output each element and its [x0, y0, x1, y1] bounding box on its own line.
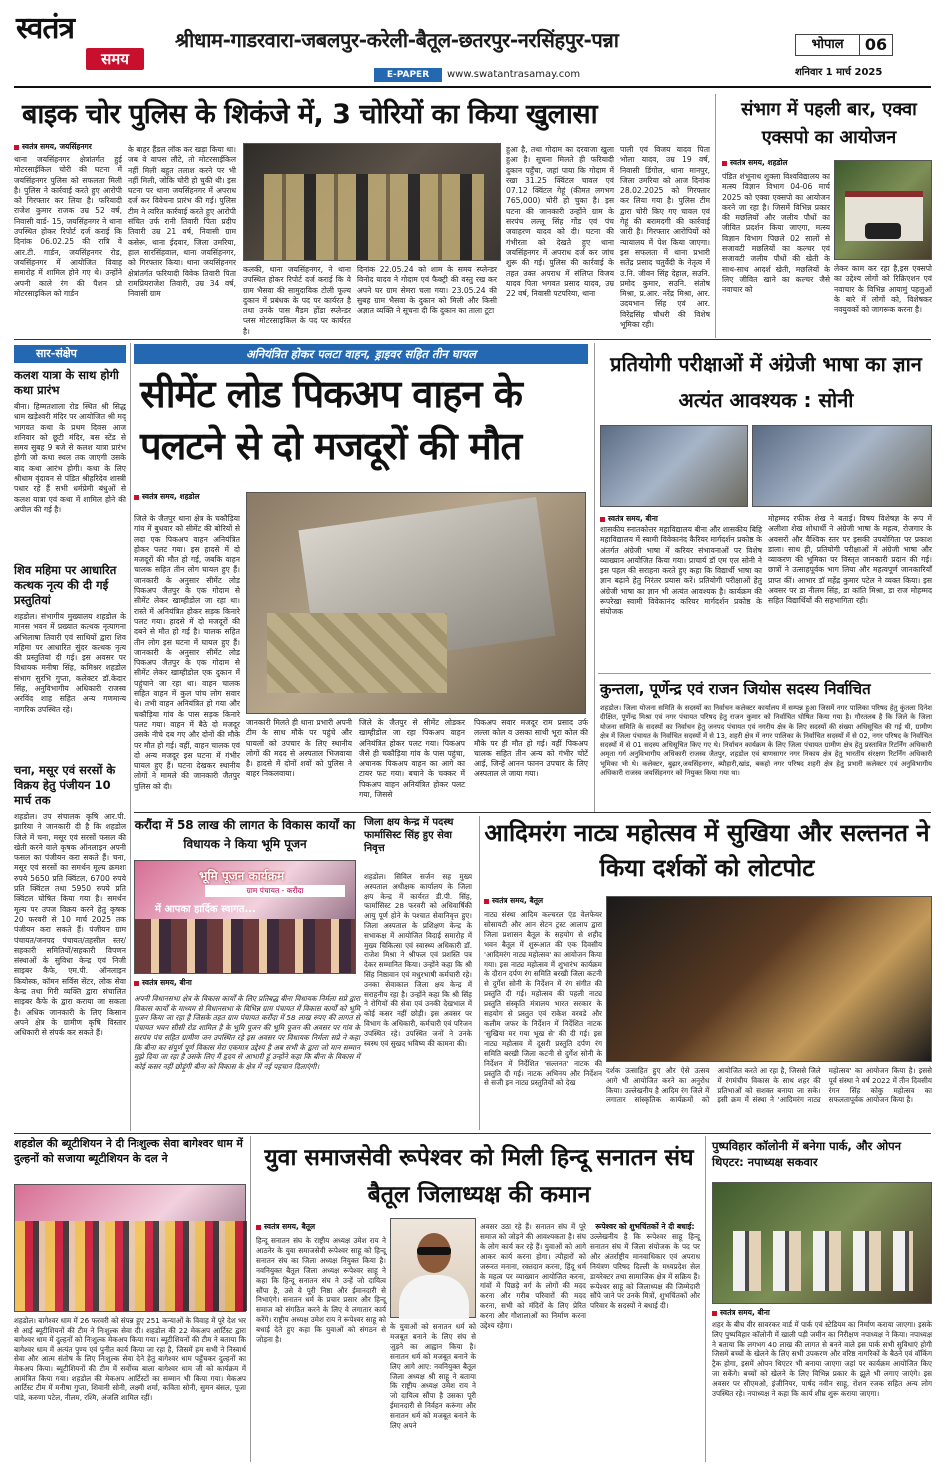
cement-byline [134, 492, 244, 504]
col-rule [715, 94, 716, 338]
lead-col-2: के बाहर हैंडल लॉक कर खड़ा किया था। जब वे वापस लौटे, तो मोटरसाईकिल नहीं मिली बहुत तलाश करने पर भी नहीं मिली, जोकि चोरी हो चुकी थी। इस घटना पर थाना जयसिंहनगर में अपराध दर्ज कर विवेचना प्रारंभ की गई। पुलिस टीम ने त्वरित कार्रवाई करते हुए आरोपी संचित उर्फ रानी तिवारी पिता प्रदीप तिवारी उम्र 21 वर्ष, निवासी ग्राम कसेरू, थाना ईदवार, जिला उमरिया, हाल सारसिंहवाल, थाना जयसिंहनगर, को गिरफ्तार किया। थाना जयसिंहनगर क्षेत्रांतर्गत फरियादी विवेक तिवारी पिता रामप्रियराजेश तिवारी, उम्र 34 वर्ष, निवासी ग्राम [128, 145, 236, 299]
jio-text: शहडोल। जिला योजना समिति के सदस्यों का निर्वाचन कलेक्टर कार्यालय में सम्पन्न हुआ जिसमें नगर पालिका परिषद हेतु कुंतला दिनेश दीक्षित, पूर्णेन्द्र मिश्रा एवं नगर पंचायत परिषद हेतु राजन कुमार को निर्वाचित घोषित किया गया है। गौरतलब है कि जिले के जिला योजना समिति के सदस्यों का निर्वाचन हेतु जनपद पंचायत एवं नगरीय क्षेत्र के लिए सदस्यों की संख्या अधिसूचित की गई थी, ग्रामीण क्षेत्र में जिला पंचायत के निर्वाचित सदस्यों में से 13, शहरी क्षेत्र में नगर पालिका के निर्वाचित सदस्यों में से 02, नगर परिषद के निर्वाचित सदस्यों में से 01 सदस्य अधिसूचित किए गए थे। निर्वाचन कार्यक्रम के लिए जिला पंचायत ग्रामीण क्षेत्र हेतु प्रस्तावित रिटर्निंग अधिकारी अमृता गर्ग अनुविभागीय अधिकारी राजस्व जैतपुर, शहडोल एवं बाणसागर नगर निकाय क्षेत्र हेतु भारतीय संरक्षण रिटर्निंग अधिकारी भूमिका भी थे। कलेक्टर, बुढ़ार,जयसिंहनगर, ब्यौहारी,खांड, बकहो नगर परिषद शहरी क्षेत्र हेतु प्रभारी कलेक्टर एवं अनुविभागीय अधिकारी राजस्व जयसिंहनगर को नियुक्त किया गया था। [600, 704, 932, 778]
expo-left: पंडित शंभूनाथ शुक्ला विश्वविद्यालय का मत्स्य विज्ञान विभाग 04-06 मार्च 2025 को एक्वा एक्सपो का आयोजन करने जा रहा है। जिसमें विभिन्न प्रकार की मछलियों और जलीय पौधों का जीवित प्रदर्शन किया जाएगा, मत्स्य विज्ञान विभाग पिछले 02 सालों से सजावटी मछलियों का कल्चर एवं सजावटी जलीय पौधों की खेती के साथ-साथ आदर्श खेती, मछलियों के लिए जीवित खाने का कल्चर जैसे नवाचार को [722, 172, 830, 295]
page-info [795, 28, 925, 84]
byline-text: स्वतंत्र समय, शहडोल [142, 492, 200, 501]
cement-photo-accident [246, 492, 586, 714]
brief-item [14, 763, 126, 1123]
sanatan-col-2: के युवाओं को सनातन धर्म को मजबूत बनाने के लिए संघ से जुड़ने का आह्वान किया है। सनातन धर्म को मजबूत बनाने के लिए आगे आए: नवनियुक्त बैतूल जिला अध्यक्ष श्री साहू ने बताया कि राष्ट्रीय अध्यक्ष उमेश राय ने जो दायित्व सौंपा है उसका पूरी ईमानदारी से निर्वहन करूंगा और सनातन धर्म को मजबूत बनाने के लिए अपने [390, 1322, 476, 1431]
epaper-tag: E-PAPER [374, 68, 442, 82]
byline-square-icon [484, 899, 489, 904]
beauty-photo-group [14, 1184, 246, 1312]
section-rule [134, 812, 931, 813]
issue-date: शनिवार 1 मार्च 2025 [795, 67, 883, 78]
banner-sub: ग्राम पंचायत - करौंदा [205, 885, 345, 897]
lead-col-6: पाली एवं विजय यादव पिता भोला यादव, उम्र 19 वर्ष, निवासी डिंगोल, थाना मानपुर, जिला उमरिया को आज दिनांक 28.02.2025 को गिरफ्तार कर लिया गया है। पुलिस टीम द्वारा चोरी किए गए चावल एवं गेहूं की बरामदगी की कार्रवाई जारी है। गिरफ्तार आरोपियों को न्यायालय में पेश किया जाएगा। इस सफलता में थाना प्रभारी सतेंद्र प्रसाद चतुर्वेदी के नेतृत्व में उ.नि. जीवन सिंह देहाल, सउनि. प्रमोद कुमार, सउनि. संतोष मिश्रा, प्र.आर. नरेंद्र मिश्रा, आर. उदयभान सिंह एवं आर. विरेंद्रसिंह चौधरी की विशेष भूमिका रही। [620, 145, 710, 330]
cement-headline: सीमेंट लोड पिकअप वाहन के पलटने से दो मजदूरों की मौत [140, 372, 522, 468]
park-text: शहर के बीच वीर सावरकर वार्ड में पार्क एवं स्टेडियम का निर्माण कराया जाएगा। इसके लिए पुष्पविहार कॉलोनी में खाली पड़ी जमीन का निरीक्षण नपाध्यक्ष ने किया। नपाध्यक्ष ने बताया कि लगभग 40 लाख की लागत से बनने वाले इस पार्क सभी सुविधाएं होगी जिसमें बच्चों के खेलने के लिए सभी उपकरण और वरिष्ठ नागरिकों के बैठने एवं वॉकिंग ट्रैक होगा, इसमें ओपन थिएटर भी बनाया जाएगा जहां पर कार्यक्रम आयोजित किए जा सकेंगे। बच्चों को खेलने के लिए विभिन्न प्रकार के झूले भी लगाए जाएंगे। इस अवसर पर सीएमओ, इंजीनियर, पार्षद नवीन साहू, रोशन रजक सहित अन्य लोग उपस्थित रहे। नपाध्यक्ष ने कहा कि कार्य शीघ्र शुरू कराया जाएगा। [712, 1320, 932, 1398]
park-byline [712, 1308, 792, 1320]
exam-photo-students [752, 425, 932, 507]
brief-item [14, 563, 126, 763]
brief-header [14, 345, 126, 363]
karonda-text: अपनी विधानसभा क्षेत्र के विकास कार्यों के लिए प्रतिबद्ध बीना विधायक निर्मला सप्रे द्वारा विकास कार्यों के माध्यम से विधानसभा के विभिन्न ग्राम पंचायत में विकास कार्यों को भूमि पूजन किया जा रहा है जिसके तहत ग्राम पंचायत करौंदा में 58 लाख रुपए की लागत से पंचायत भवन सीसी रोड शामिल है के भूमि पूजन की भूमि पूजन की अवसर पर गांव के सरपंच पंच सहित ग्रामीण जन उपस्थित रहे इस अवसर पर विधायक निर्मला सप्रे ने कहा कि बीना का संपूर्ण पूर्ण विकास मेरा एकमात्र उद्देश्य है अब सभी के द्वारा जो मान सम्मान मुझे दिया जा रहा है उसके लिए मैं हृदय से आभारी हूं उन्होंने कहा कि बीना के विकास में कोई कसर नहीं छोड़ूंगी बीना को विकास के क्षेत्र में नई पहचान दिलाएंगी। [134, 994, 360, 1071]
brief-item [14, 368, 126, 563]
karonda-byline [134, 978, 234, 990]
website-link[interactable]: www.swatantrasamay.com [447, 69, 581, 80]
exam-left: शासकीय स्नातकोत्तर महाविद्यालय बीना और शासकीय बिहि महाविद्यालय में स्वामी विवेकानंद कैरियर मार्गदर्शन प्रकोष्ठ के अंतर्गत अंग्रेजी भाषा में करियर संभावनाओं पर विशेष व्याख्यान आयोजित किया गया। प्राचार्य डॉ एम एल सोनी ने इस पहल की सराहना करते हुए कहा कि विद्यार्थी भाषा का ज्ञान बढ़ाने हेतु निरंतर प्रयास करें। प्रतियोगी परीक्षाओं हेतु अंग्रेजी भाषा का ज्ञान भी अत्यंत आवश्यक है। कार्यक्रम की रूपरेखा स्वामी विवेकानंद करियर मार्गदर्शन प्रकोष्ठ के संयोजक [600, 525, 762, 617]
byline-square-icon [712, 1311, 717, 1316]
sanatan-col-3: अवसर उठा रहे हैं। सनातन संघ में पूरे समाज को जोड़ने की आवश्यकता है। संघ के लोग कार्य कर रहे हैं। युवाओं को आगे आकर कार्य करना होगा। त्यौहारों को जरूरत मनाना, रक्तदान करना, हिंदू धर्म के महत्व पर व्याख्यान आयोजित करना, गांवों में पिछड़े वर्ग के लोगों की मदद करना और गरीब परिवारों की मदद करना, सभी को मंदिरों के लिए प्रेरित करना और गौशालाओं का निर्माण करना उद्देश्य रहेगा। [480, 1222, 586, 1331]
car-shape [865, 223, 901, 239]
logo [16, 10, 150, 80]
expo-right: लेकर काम कर रहा है,इस एक्सपो का उद्देश्य लोगों को रिक्रिएशन एवं नवाचार के विभिन्न आयामुं पहलुओं के बारे में लोगों को, विशेषकर नवयुवकों को जागरूक करना है। [834, 264, 932, 315]
logo-top: स्वतंत्र [16, 11, 75, 46]
byline-square-icon [134, 495, 139, 500]
brief-item-title: शिव महिमा पर आधारित कत्थक नृत्य की दी गई प्रस्तुतियां [14, 563, 117, 607]
cement-col-4: पिकअप सवार मजदूर राम प्रसाद उर्फ लल्ला कोल व उसका साथी भूरा कोल की मौके पर ही मौत हो गई। वहीं पिकअप चालक सहित तीन अन्य को गंभीर चोटें आई, जिन्हें आनन फानन उपचार के लिए अस्पताल ले जाया गया। [474, 718, 588, 779]
park-headline: पुष्पविहार कॉलोनी में बनेगा पार्क, और ओपन थिएटर: नपाध्यक्ष सकवार [712, 1139, 902, 1169]
sanatan-col-4 [590, 1222, 700, 1458]
cement-col-3: जिले के जैतपुर से सीमेंट लोडकर खाम्हीडोल जा रहा पिकअप वाहन अनियंत्रित होकर पलट गया। पिकअप जैसे ही चकौड़िया गांव के पास पहुंचा, अचानक पिकअप वाहन का आगे का टायर फट गया। बचाने के चक्कर में पिकअप वाहन अनियंत्रित होकर पलट गया, जिससे [359, 718, 465, 800]
lead-col-1: थाना जयसिंहनगर क्षेत्रांतर्गत हुई मोटरसाईकिल चोरी की घटना में जयसिंहनगर पुलिस को सफलता मिली है। पुलिस ने कार्रवाई करते हुए आरोपी को गिरफ्तार कर लिया है। फरियादी राजेश कुमार राजक उम्र 52 वर्ष, निवासी वार्ड- 15, जयसिंहनगर ने थाना उपस्थित होकर रिपोर्ट दर्ज कराई कि दिनांक 06.02.25 की रात्रि वे आर.टी. गार्डन, जयसिंहनगर रोड, जयसिंहनगर में आयोजित विवाह समारोह में शामिल होने गए थे। उन्होंने अपनी काले रंग की पैशन प्रो मोटरसाइकिल को गार्डन [14, 155, 122, 298]
col-rule [250, 1136, 251, 1462]
banner-title: भूमि पूजन कार्यक्रम [199, 869, 285, 883]
byline-square-icon [134, 981, 139, 986]
beauty-text: शहडोल। बागेश्वर धाम में 26 फरवरी को संपन्न हुए 251 कन्याओं के विवाह में पूरे देश भर से आई ब्यूटीशियनों की टीम ने निःशुल्क सेवा दी। शहडोल की 22 मेकअप आर्टिस्ट द्वारा बागेश्वर धाम में दुल्हनों को निःशुल्क मेकअप किया गया। ब्यूटीशियनों की टीम ने बताया कि बागेश्वर धाम में अत्यंत पुण्य एवं पुनीत कार्य किया जा रहा है, जिसमें हम सभी ने निस्वार्थ सेवा और आत्म संतोष के लिए निःशुल्क सेवा देने हेतु बागेश्वर धाम पहुँचकर दुल्हनों का मेकअप किया। ब्यूटीशियनों की टीम में सर्वोच्च बाला बागेश्वर धाम जी को कार्यक्रम में आमंत्रित किया गया। शहडोल की मेकअप आर्टिस्टों का सम्मान भी किया गया। मेकअप आर्टिस्ट टीम में मनीषा गुप्ता, शिवानी सोनी, लक्ष्मी शर्मा, कविता सोनी, सुमन बंसल, पूजा पांडे, करुणा पटेल, नीलम, रश्मि, अंजलि शामिल रहीं। [14, 1316, 246, 1402]
route-banner: श्रीधाम-गाडरवारा-जबलपुर-करेली-बैतूल-छतरपुर-नरसिंहपुर-पन्ना [175, 28, 619, 52]
byline-text: स्वतंत्र समय, शहडोल [730, 158, 788, 167]
byline-square-icon [722, 161, 727, 166]
adim-photo-stage [606, 896, 932, 1062]
banner-welcome: में आपका हार्दिक स्वागत... [155, 904, 256, 915]
adim-headline: आदिमरंग नाट्य महोत्सव में सुखिया और सल्तनत ने किया दर्शकों को लोटपोट [484, 819, 930, 882]
sanatan-photo-portrait [390, 1218, 476, 1318]
exam-right: मोहम्मद रफीक शेख ने बताई। विषय विशेषज्ञ के रूप में अलीशा शेख शोधार्थी ने अंग्रेजी भाषा के महत्व, रोजगार के अवसरों और वैश्विक स्तर पर इसकी उपयोगिता पर प्रकाश डाला। साथ ही, प्रतियोगी परीक्षाओं में अंग्रेजी भाषा और व्याकरण की भूमिका पर विस्तृत जानकारी प्रदान की गई। छात्रों ने उत्साहपूर्वक भाग लिया और महत्वपूर्ण जानकारियाँ प्राप्त कीं। आभार डॉ महेंद्र कुमार पटेल ने व्यक्त किया। इस अवसर पर डा नीलम सिंह, डा कांति मिश्रा, डा राज मोहम्मद सहित विद्यार्थियों की सहभागिता रही। [768, 514, 932, 606]
lead-col-5: हुआ है, तथा गोदाम का दरवाजा खुला हुआ है। सूचना मिलते ही फरियादी दुकान पहुँचा, जहां पाया कि गोदाम में रखा 31.25 क्विंटल चावल एवं 07.12 क्विंटल गेहूं (कीमत लगभग 765,000) चोरी हो चुका है। इस घटना की जानकारी उन्होंने ग्राम के सरपंच लल्लू सिंह गोंड एवं पंच जवाहरण यादव को दी। घटना की गंभीरता को देखते हुए थाना जयसिंहनगर में अपराध दर्ज कर जांच शुरू की गई। पुलिस की कार्रवाई के तहत उक्त अपराध में संलिप्त विजय यादव पिता भगवत प्रसाद यादव, उम्र 22 वर्ष, निवासी पटपरिया, थाना [506, 145, 614, 299]
col-rule [705, 1136, 706, 1462]
park-photo-site [712, 1182, 932, 1304]
col-rule [130, 343, 131, 1131]
expo-byline [722, 158, 832, 170]
retire-text: शहडोल। सिविल सर्जन सह मुख्य अस्पताल अधीक्षक कार्यालय के जिला क्षय केन्द्र में कार्यरत डी.पी. सिंह, फार्मासिस्ट 28 फरवरी को अधिवार्षिकी आयु पूर्ण होने के पश्चात सेवानिवृत्त हुए। जिला अस्पताल के प्रशिक्षण केन्द्र के सभाकक्ष में आयोजित विदाई समारोह में मुख्य चिकित्सा एवं स्वास्थ्य अधिकारी डॉ. राजेश मिश्रा ने श्रीफल एवं प्रशस्ति पत्र देकर सम्मानित किया। उन्होंने कहा कि श्री सिंह निष्ठावान एवं मधुरभाषी कर्मचारी रहे। उनका सेवाकाल जिला क्षय केन्द्र में सराहनीय रहा है। उन्होंने कहा कि श्री सिंह ने रोगियों की सेवा एवं उनकी देखभाल में कोई कसर नहीं छोड़ी। इस अवसर पर विभाग के अधिकारी, कर्मचारी एवं परिजन उपस्थित रहे। उपस्थित जनों ने उनके स्वस्थ एवं सुखद भविष्य की कामना की। [364, 872, 472, 1048]
beauty-headline: शहडोल की ब्यूटीशियन ने दी निःशुल्क सेवा बागेश्वर धाम में दुल्हनों को सजाया ब्यूटीशियन के दल ने [14, 1137, 243, 1165]
park-people [733, 1231, 913, 1291]
city-label: भोपाल [795, 34, 859, 56]
beautician-figures [15, 1221, 247, 1311]
brief-item-title: चना, मसूर एवं सरसों के विक्रय हेतु पंजीयन 10 मार्च तक [14, 763, 116, 807]
byline-square-icon [256, 1225, 261, 1230]
brief-item-text: शहडोल। उप संचालक कृषि आर.पी. झारिया ने जानकारी दी है कि शहडोल जिले में चना, मसूर एवं सरसों फसल की खेती करने वाले कृषक ऑनलाइन अपनी फसल का पंजीयन करा सकते हैं। चना, मसूर एवं सरसों का समर्थन मूल्य क्रमशः रुपये 5650 प्रति क्विंटल, 6700 रुपये प्रति क्विंटल तथा 5950 रुपये प्रति क्विंटल घोषित किया गया है। समर्थन मूल्य पर उपज विक्रय करने हेतु कृषक 20 फरवरी से 10 मार्च 2025 तक पंजीयन करा सकते हैं। पंजीयन ग्राम पंचायत/जनपद पंचायत/तहसील स्तर/सहकारी समितियों/सहकारी विपणन संस्थाओं के सुविधा केन्द्र एवं निजी साइबर कैफे, एम.पी. ऑनलाइन कियोस्क, कॉमन सर्विस सेंटर, लोक सेवा केन्द्र तथा गिरी व्यक्ति द्वारा संचालित साइबर कैफे के द्वारा कराया जा सकता है। अधिक जानकारी के लिए किसान अपने क्षेत्र के ग्रामीण कृषि विस्तार अधिकारी से संपर्क कर सकते हैं। [14, 812, 126, 1038]
brief-list [14, 368, 126, 1128]
cement-col-1: जिले के जैतपुर थाना क्षेत्र के चकौड़िया गांव में बुधवार को सीमेंट की बोरियों से लदा एक पिकअप वाहन अनियंत्रित होकर पलट गया। इस हादसे में दो मजदूरों की मौत हो गई, जबकि वाहन चालक सहित तीन लोग घायल हुए हैं। जानकारी के अनुसार सीमेंट लोड पिकअप जैतपुर के एक गोदाम से सीमेंट लेकर खाम्हीडोल जा रहा था। रास्ते में अनियंत्रित होकर सड़क किनारे पलट गया। हादसे में दो मजदूरों की दबने से मौत हो गई है। चालक सहित तीन लोग इस घटना में घायल हुए हैं। जानकारी के अनुसार सीमेंट लोड पिकअप जैतपुर के एक गोदाम से सीमेंट लेकर खाम्हीडोल एक दुकान में पहुंचाने जा रहा था। वाहन चालक सहित वाहन में कुल पांच लोग सवार थे। तभी वाहन अनियंत्रित हो गया और चकौड़िया गांव के पास सड़क किनारे पलट गया। वाहन में बैठे दो मजदूर उसके नीचे दब गए और दोनों की मौके पर मौत हो गई। वहीं, वाहन चालक एवं दो अन्य मजदूर इस घटना में गंभीर घायल हुए हैं। घटना देखकर स्थानीय लोगों ने मामले की जानकारी जैतपुर पुलिस को दी। [134, 514, 240, 791]
byline-text: स्वतंत्र समय, बीना [142, 978, 192, 987]
bags-shape [267, 613, 447, 693]
brief-header-label: सार-संक्षेप [36, 347, 77, 360]
cement-kicker: अनियंत्रित होकर पलटा वाहन, ड्राइवर सहित तीन घायल [134, 344, 588, 364]
police-figures [264, 174, 484, 260]
exam-headline: प्रतियोगी परीक्षाओं में अंग्रेजी भाषा का ज्ञान अत्यंत आवश्यक : सोनी [610, 352, 922, 412]
col-rule [594, 343, 595, 813]
expo-photo-building [834, 160, 932, 260]
sanatan-col-1: हिन्दू सनातन संघ के राष्ट्रीय अध्यक्ष उमेश राय ने आठनेर के युवा समाजसेवी रूपेश्वर साहू को हिन्दू सनातन संघ का जिला अध्यक्ष नियुक्त किया है। नवनियुक्त बैतूल जिला अध्यक्ष रूपेश्वर साहू ने कहा कि हिन्दू सनातन संघ ने उन्हें जो दायित्व सौंपा है, उसे वे पूरी निष्ठा और ईमानदारी से निभाएंगे। सनातन धर्म के प्रचार प्रसार और हिन्दू समाज को संगठित करने के लिए वे लगातार कार्य करेंगे। राष्ट्रीय अध्यक्ष उमेश राय ने रूपेश्वर साहू को बधाई देते हुए कहा कि युवाओं को संगठन से जोड़ना है। [256, 1236, 386, 1345]
brief-item-title: कलश यात्रा के साथ होगी कथा प्रारंभ [14, 368, 119, 397]
sanatan-col-4-title: रूपेश्वर को शुभचिंतकों ने दी बधाई: [595, 1222, 695, 1231]
lead-byline [14, 142, 134, 154]
masthead [0, 0, 945, 86]
page-number: 06 [859, 34, 893, 56]
masthead-rule [14, 86, 931, 88]
sanatan-col-4-text: उल्लेखनीय है कि रूपेश्वर साहू हिन्दू सनातन संघ में जिला संयोजक के पद पर और अंतर्राष्ट्रीय मानवाधिकार एवं अपराध नियंत्रण परिषद दिल्ली के मध्यप्रदेश सेल डायरेक्टर तथा सामाजिक क्षेत्र में सक्रिय हैं। रूपेश्वर साहू को जिलाध्यक्ष की जिम्मेदारी सौंपे जाने पर उनके मित्रों, शुभचिंतकों और परिवार के सदस्यों ने बधाई दी। [590, 1232, 700, 1311]
adim-right: दर्शक उत्साहित हुए और ऐसे उत्सव आगे भी आयोजित करने का अनुरोध किया। उल्लेखनीय है आदिम रंग जिले में लगातार सांस्कृतिक कार्यक्रमों को आयोजित करते आ रहा है, जिससे जिले में रंगमंचीय विकास के साथ शहर की प्रतिभाओं को सशक्त बनाया जा सके। इसी क्रम में संस्था ने 'आदिमरंग नाट्य महोत्सव' का आयोजन किया है। इससे पूर्व संस्था ने वर्ष 2022 में तीन दिवसीय रंगन सिंह कोकु महोत्सव का सफलतापूर्वक आयोजन किया है। [606, 1066, 932, 1105]
logo-bottom: समय [86, 48, 144, 70]
cement-col-2: जानकारी मिलते ही थाना प्रभारी अपनी टीम के साथ मौके पर पहुंचे और घायलों को उपचार के लिए स्थानीय लोगों की मदद से अस्पताल भिजवाया है। हादसे में दोनों शवों को पुलिस ने बाहर निकलवाया। [246, 718, 352, 779]
adim-left: नाट्य संस्था आदिम कल्चरल एंड वेलफेयर सोसायटी और आन सेटन ट्रस्ट आलाप द्वारा जिला प्रशासन बैतूल के सहयोग से शहीद भवन बैतूल में शुरूआत की एक दिवसीय 'आदिमरंग नाट्य महोत्सव' का आयोजन किया गया। इस नाट्य महोत्सव में शुभारंभ कार्यक्रम के दौरान दर्पण रंग समिति बरखी जिला कटनी से दुर्गेश सोनी के निर्देशन में रंग संगीत की प्रस्तुति दी गई। महोत्सव की पहली नाट्य प्रस्तुति संस्कृति मंत्रालय भारत सरकार के सहयोग से प्रस्तुत एवं राकेश वरवडे और कलीम जफर के निर्देशन में निर्देशित नाटक 'सुखिया मर गया भूख से' की दी गई। इस नाट्य महोत्सव में दूसरी प्रस्तुति दर्पण रंग समिति बरखी जिला कटनी से दुर्गेश सोनी के निर्देशन में निर्देशित 'सल्तनत' नाटक की प्रस्तुति दी गई। नाटक अभिनय और निर्देशन से सजी इन नाट्य प्रस्तुतियों को देख [484, 910, 602, 1088]
sanatan-headline: युवा समाजसेवी रूपेश्वर को मिली हिन्दू सनातन संघ बैतूल जिलाध्यक्ष की कमान [264, 1145, 694, 1208]
expo-headline: संभाग में पहली बार, एक्वा एक्सपो का आयोजन [741, 99, 917, 148]
section-rule [14, 339, 931, 340]
adim-byline [484, 896, 584, 908]
byline-text: स्वतंत्र समय, बैतूल [492, 896, 544, 905]
sanatan-byline [256, 1222, 366, 1234]
byline-text: स्वतंत्र समय, बैतूल [264, 1222, 316, 1231]
karonda-headline: करौंदा में 58 लाख की लागत के विकास कार्यों का विधायक ने किया भूमि पूजन [134, 818, 356, 851]
portrait-shoulders [399, 1275, 469, 1319]
byline-square-icon [600, 517, 605, 522]
jio-headline: कुन्तला, पूर्णेन्द्र एवं राजन जियोस सदस्य निर्वाचित [600, 680, 871, 698]
people-shape [135, 919, 355, 973]
col-rule [479, 816, 480, 1130]
sunglasses-shape [417, 1247, 451, 1255]
byline-text: स्वतंत्र समय, बीना [608, 514, 658, 523]
section-rule [14, 1133, 931, 1134]
brief-item-text: शहडोल। संभागीय मुख्यालय शहडोल के मानस भवन में प्रख्यात कत्थक नृत्यागना अभिलाषा तिवारी एवं साथियों द्वारा शिव महिमा पर आधारित सुंदर कत्थक नृत्य की प्रस्तुतियां दी गई। इस अवसर पर विधायक मनीषा सिंह, कमिश्नर शहडोल संभाग सुरभि गुप्ता, कलेक्टर डॉ.केदार सिंह, अनुविभागीय अधिकारी राजस्व अरविंद शाह सहित अन्य गणमान्य नागरिक उपस्थित रहे। [14, 612, 126, 714]
byline-text: स्वतंत्र समय, जयसिंहनगर [22, 142, 92, 151]
section-rule [598, 673, 931, 674]
lead-headline: बाइक चोर पुलिस के शिकंजे में, 3 चोरियों का किया खुलासा [22, 99, 598, 130]
karonda-banner-photo [134, 860, 356, 974]
exam-photo-seminar [600, 425, 748, 507]
retire-headline: जिला क्षय केन्द्र में पदस्थ फार्मासिस्ट सिंह हुए सेवा निवृत्त [364, 817, 454, 854]
lead-photo-police [243, 143, 501, 261]
lead-photo-caption: कलकी, थाना जयसिंहनगर, ने थाना उपस्थित होकर रिपोर्ट दर्ज कराई कि वे ग्राम भैसवा की सामुदायिक टोली फूल्य दुकान में प्रबंधक के पद पर कार्यरत है तथा उनके पास मैडम होंडा स्प्लेन्डर प्लस मोटरसाइकिल के पद पर कार्यरत है। [243, 265, 351, 336]
byline-text: स्वतंत्र समय, बीना [720, 1308, 770, 1317]
brief-item-text: बीना। हिम्मतशाला रोड स्थित श्री सिद्ध धाम खड़ेश्वरी मंदिर पर आयोजित श्री मद् भागवत कथा के प्रथम दिवस आज शनिवार को छूटी मंदिर, बस स्टेंड से समय सुबह 9 बजे से कलश यात्रा प्रारंभ होगी जो कथा स्थल तक जाएगी उसके बाद कथा आरंभ होगी। कथा के लिए श्रीधाम वृंदावन से पंडित श्रीहरिदेव शास्त्री पधार रहे हैं सभी धर्मप्रेमी बंधुओं से कलश यात्रा एवं कथा में शामिल होने की अपील की गई है। [14, 402, 126, 514]
byline-square-icon [14, 145, 19, 150]
lead-col-4: दिनांक 22.05.24 को शाम के समय स्प्लेन्डर विनोद यादव ने गोदाम एवं फैक्ट्री की वस्तु रख कर अपने घर ग्राम सेमरा चला गया। 23.05.24 की सुबह ग्राम भैसवा के दुकान को मिली और किसी अज्ञात व्यक्ति ने सूचना दी कि दुकान का ताला टूटा [357, 265, 497, 316]
